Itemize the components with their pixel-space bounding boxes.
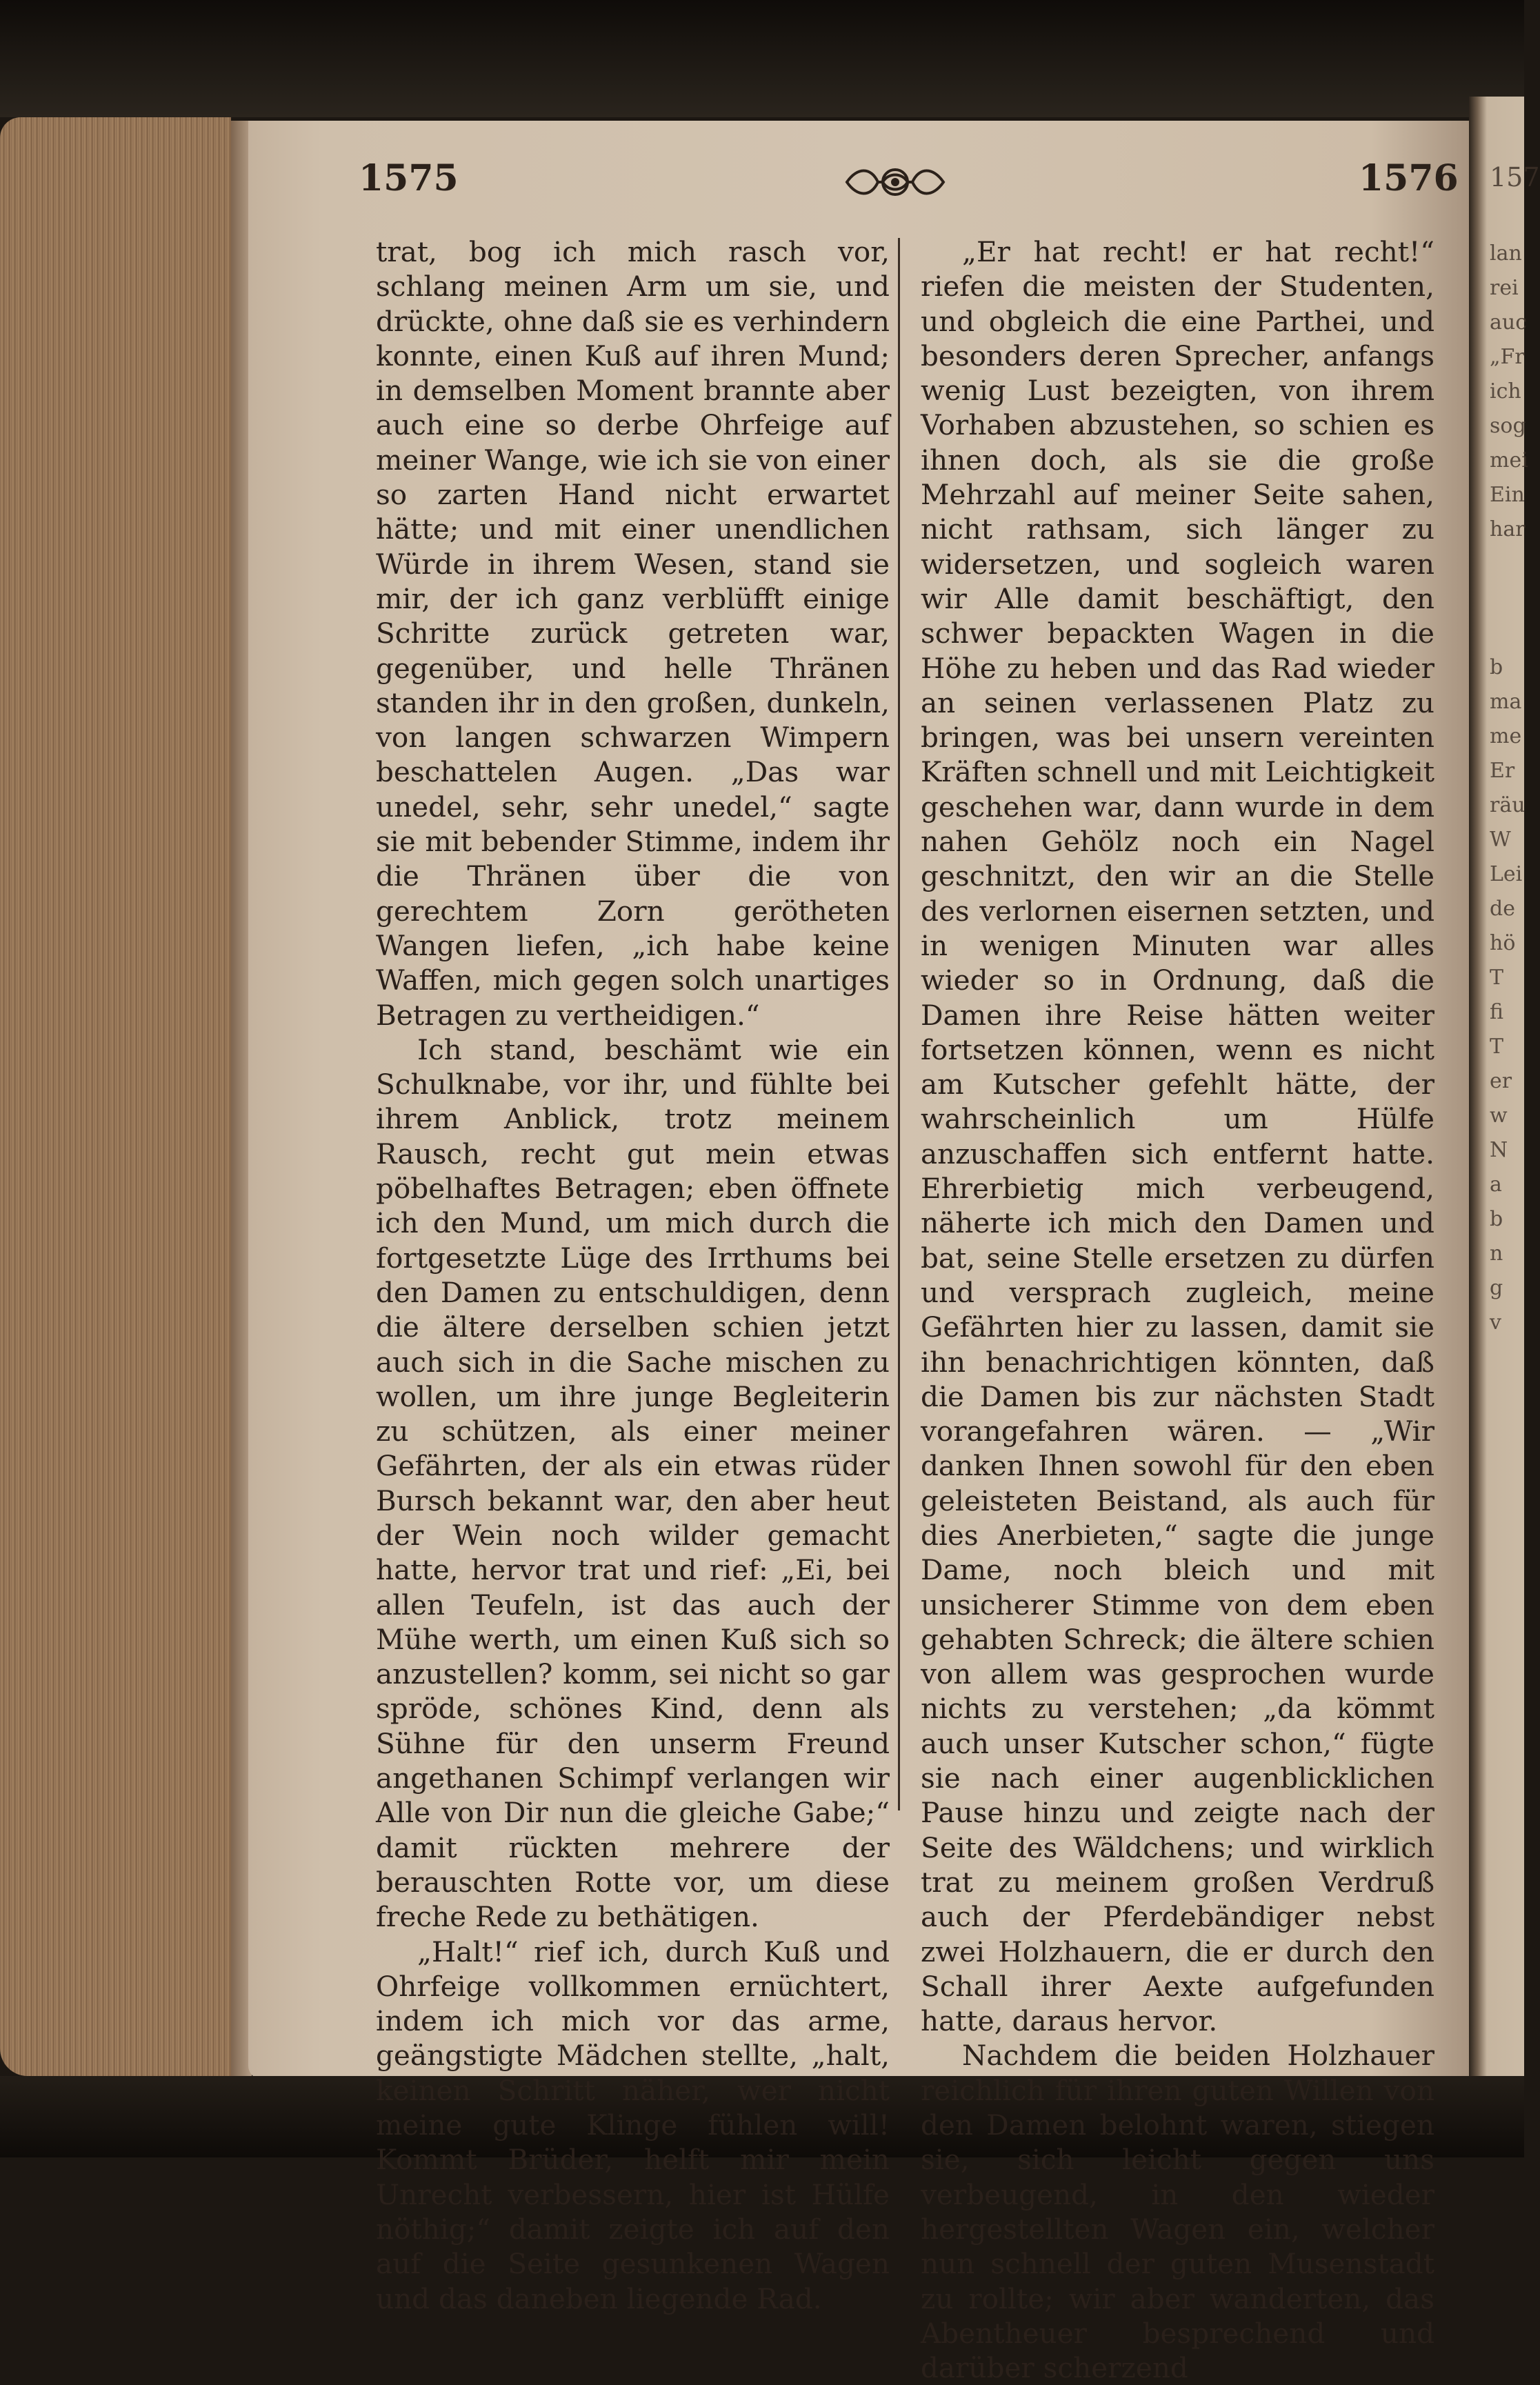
next-page-fragment: räu [1490,793,1526,817]
next-page-fragment: er [1490,1069,1512,1093]
next-page-fragment: mei [1490,448,1528,472]
column-divider [898,238,900,1810]
next-page-fragment: n [1490,1241,1503,1266]
paragraph: „Halt!“ rief ich, durch Kuß und Ohrfeige vollkommen ernüchtert, indem ich mich vor das arme, geängstigte Mädchen stellte, „halt, keinen Schritt näher, wer nicht meine gute Klinge fühlen will! Kommt Brüder, helft mir mein Unrecht verbessern, hier ist Hülfe nöthig;“ damit zeigte ich auf den auf die Seite gesunkenen Wagen und das daneben liegende Rad. [376,1935,890,2315]
next-page-fragment: b [1490,1207,1503,1231]
page-number-right: 1576 [1359,157,1459,199]
next-page-fragment: g [1490,1276,1503,1300]
next-page-fragment: Ein [1490,483,1525,507]
paragraph: Ich stand, beschämt wie ein Schulknabe, vor ihr, und fühlte bei ihrem Anblick, trotz meinem Rausch, recht gut mein etwas pöbelhaftes Betragen; eben öffnete ich den Mund, um mich durch die fortgesetzte Lüge des Irrthums bei den Damen zu entschuldigen, denn die ältere derselben schien jetzt auch sich in die Sache mischen zu wollen, um ihre junge Begleiterin zu schützen, als einer meiner Gefährten, der als ein etwas rüder Bursch bekannt war, den aber heut der Wein noch wilder gemacht hatte, hervor trat und rief: „Ei, bei allen Teufeln, ist das auch der Mühe werth, um einen Kuß sich so anzustellen? komm, sei nicht so gar spröde, schönes Kind, denn als Sühne für den unserm Freund angethanen Schimpf verlangen wir Alle von Dir nun die gleiche Gabe;“ damit rückten mehrere der berauschten Rotte vor, um diese freche Rede zu bethätigen. [376,1032,890,1934]
next-page-fragment: b [1490,655,1503,679]
text-column-left [376,234,890,2316]
next-page-fragment: fi [1490,1000,1504,1024]
text-column-right [921,234,1434,2385]
next-page-strip [1469,97,1540,2083]
next-page-fragment: „Fr [1490,345,1525,369]
next-page-fragment: rei [1490,276,1519,300]
top-background [0,0,1524,117]
next-page-fragment: Lei [1490,862,1523,886]
next-page-number: 157 [1490,162,1540,192]
next-page-fragment: W [1490,828,1511,852]
next-page-fragment: Er [1490,759,1515,783]
next-page-fragment: ich [1490,379,1521,403]
paragraph: „Er hat recht! er hat recht!“ riefen die meisten der Studenten, und obgleich die eine Parthei, und besonders deren Sprecher, anfangs wenig Lust bezeigten, von ihrem Vorhaben abzustehen, so schien es ihnen doch, als sie die große Mehrzahl auf meiner Seite sahen, nicht rathsam, sich länger zu widersetzen, und sogleich waren wir Alle damit beschäftigt, den schwer bepackten Wagen in die Höhe zu heben und das Rad wieder an seinen verlassenen Platz zu bringen, was bei unsern vereinten Kräften schnell und mit Leichtigkeit geschehen war, dann wurde in dem nahen Gehölz noch ein Nagel geschnitzt, den wir an die Stelle des verlornen eisernen setzten, und in wenigen Minuten war alles wieder so in Ordnung, daß die Damen ihre Reise hätten weiter fortsetzen können, wenn es nicht am Kutscher gefehlt hätte, der wahrscheinlich um Hülfe anzuschaffen sich entfernt hatte. Ehrerbietig mich verbeugend, näherte ich mich den Damen und bat, seine Stelle ersetzen zu dürfen und versprach zugleich, meine Gefährten hier zu lassen, damit sie ihn benachrichtigen könnten, daß die Damen bis zur nächsten Stadt vorangefahren wären. — „Wir danken Ihnen sowohl für den eben geleisteten Beistand, als auch für dies Anerbieten,“ sagte die junge Dame, noch bleich und mit unsicherer Stimme von dem eben gehabten Schreck; die ältere schien von allem was gesprochen wurde nichts zu verstehen; „da kömmt auch unser Kutscher schon,“ fügte sie nach einer augenblicklichen Pause hinzu und zeigte nach der Seite des Wäldchens; und wirklich trat zu meinem großen Verdruß auch der Pferdebändiger nebst zwei Holzhauern, die er durch den Schall ihrer Aexte aufgefunden hatte, daraus hervor. [921,235,1434,2038]
next-page-fragment: T [1490,1035,1504,1059]
next-page-fragment: de [1490,897,1515,921]
book-page-edges [0,117,231,2076]
floral-ornament-icon [840,160,950,204]
next-page-fragment: ma [1490,690,1522,714]
next-page-fragment: v [1490,1310,1501,1335]
next-page-fragment: lan [1490,241,1522,266]
next-page-fragment: me [1490,724,1522,748]
next-page-fragment: w [1490,1104,1508,1128]
next-page-fragment: N [1490,1138,1508,1162]
paragraph: Nachdem die beiden Holzhauer reichlich für ihren guten Willen von den Damen belohnt waren, stiegen sie, sich leicht gegen uns verbeugend, in den wieder hergestellten Wagen ein, welcher nun schnell der guten Musenstadt zu rollte; wir aber wanderten, das Abentheuer besprechend und darüber scherzend [921,2039,1434,2385]
page-number-left: 1575 [359,157,459,199]
next-page-fragment: T [1490,966,1504,990]
paragraph: trat, bog ich mich rasch vor, schlang meinen Arm um sie, und drückte, ohne daß sie es verhindern konnte, einen Kuß auf ihren Mund; in demselben Moment brannte aber auch eine so derbe Ohrfeige auf meiner Wange, wie ich sie von einer so zarten Hand nicht erwartet hätte; und mit einer unendlichen Würde in ihrem Wesen, stand sie mir, der ich ganz verblüfft einige Schritte zurück getreten war, gegenüber, und helle Thränen standen ihr in den großen, dunkeln, von langen schwarzen Wimpern beschattelen Augen. „Das war unedel, sehr, sehr unedel,“ sagte sie mit bebender Stimme, indem ihr die Thränen über die von gerechtem Zorn gerötheten Wangen liefen, „ich habe keine Waffen, mich gegen solch unartiges Betragen zu vertheidigen.“ [376,235,890,1032]
next-page-fragment: hö [1490,931,1516,955]
next-page-fragment: sog [1490,414,1526,438]
next-page-fragment: har [1490,517,1526,541]
next-page-fragment: a [1490,1172,1502,1197]
next-page-fragment: auc [1490,310,1528,335]
